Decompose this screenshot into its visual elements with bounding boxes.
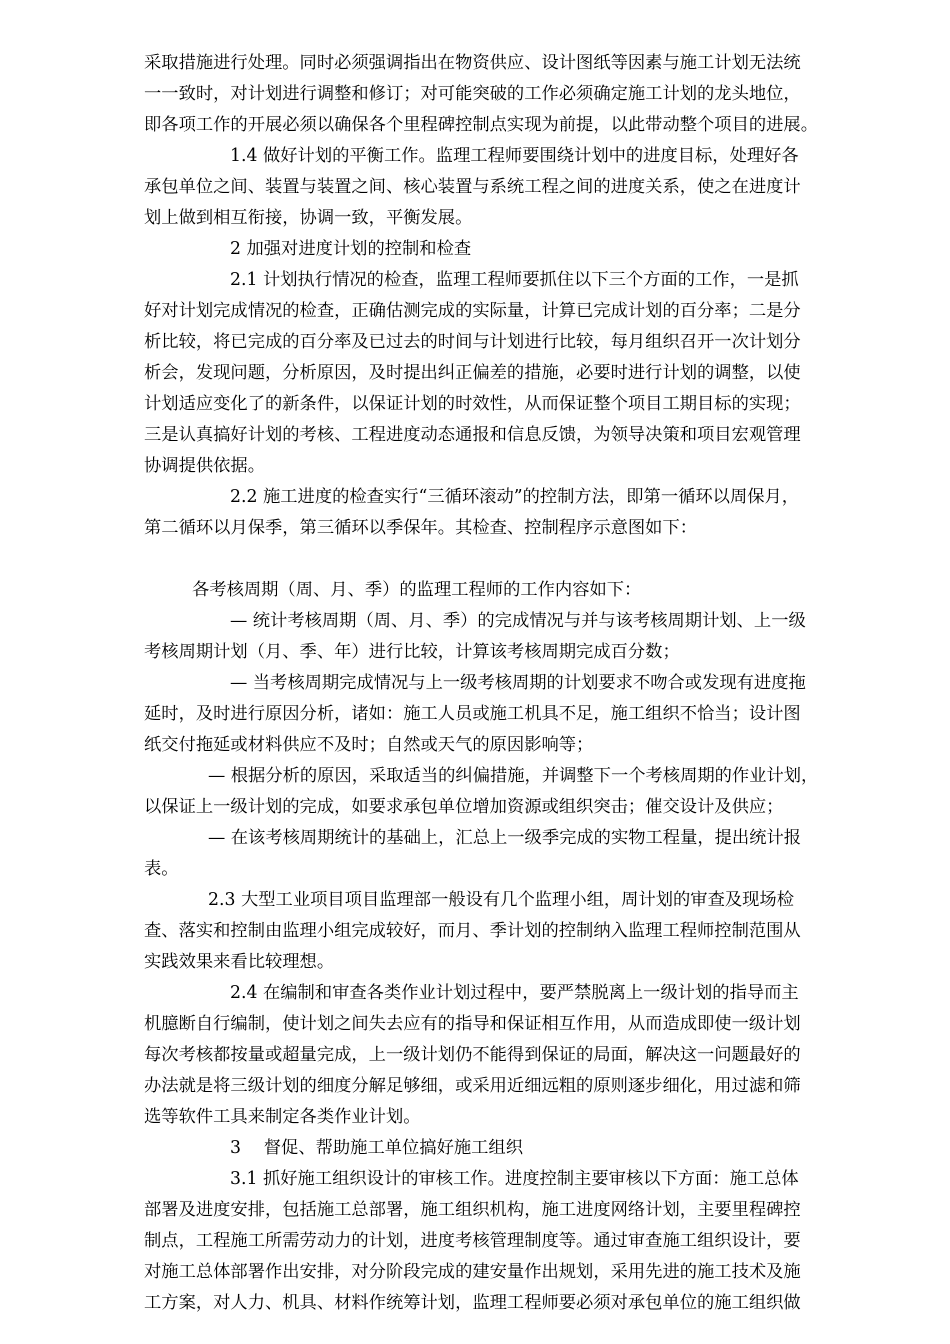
text-line: 划上做到相互衔接，协调一致，平衡发展。	[144, 208, 473, 228]
section-heading: 2 加强对进度计划的控制和检查	[230, 239, 472, 259]
text-line: 2.1 计划执行情况的检查，监理工程师要抓住以下三个方面的工作，一是抓	[230, 270, 799, 290]
text-line: 对施工总体部署作出安排，对分阶段完成的建安量作出规划，采用先进的施工技术及施	[144, 1262, 801, 1282]
text-line: 部署及进度安排，包括施工总部署，施工组织机构，施工进度网络计划，主要里程碑控	[144, 1200, 801, 1220]
text-line: 一一致时，对计划进行调整和修订；对可能突破的工作必须确定施工计划的龙头地位，	[144, 84, 801, 104]
text-line: 表。	[144, 859, 179, 879]
text-line: 2.2 施工进度的检查实行“三循环滚动”的控制方法，即第一循环以周保月，	[230, 487, 800, 507]
text-line: 3.1 抓好施工组织设计的审核工作。进度控制主要审核以下方面：施工总体	[230, 1169, 799, 1189]
list-item: — 统计考核周期（周、月、季）的完成情况与并与该考核周期计划、上一级	[230, 611, 806, 631]
text-line: 各考核周期（周、月、季）的监理工程师的工作内容如下：	[192, 580, 642, 600]
text-line: 工方案，对人力、机具、材料作统筹计划，监理工程师要必须对承包单位的施工组织做	[144, 1293, 801, 1313]
text-line: 2.4 在编制和审查各类作业计划过程中，要严禁脱离上一级计划的指导而主	[230, 983, 799, 1003]
text-line: 每次考核都按量或超量完成，上一级计划仍不能得到保证的局面，解决这一问题最好的	[144, 1045, 801, 1065]
list-item: — 在该考核周期统计的基础上，汇总上一级季完成的实物工程量，提出统计报	[208, 828, 802, 848]
text-line: 选等软件工具来制定各类作业计划。	[144, 1107, 421, 1127]
text-line: 析会，发现问题，分析原因，及时提出纠正偏差的措施，必要时进行计划的调整，以使	[144, 363, 801, 383]
text-line: 采取措施进行处理。同时必须强调指出在物资供应、设计图纸等因素与施工计划无法统	[144, 53, 801, 73]
text-line: 1.4 做好计划的平衡工作。监理工程师要围绕计划中的进度目标，处理好各	[230, 146, 799, 166]
text-line: 2.3 大型工业项目项目监理部一般设有几个监理小组，周计划的审查及现场检	[208, 890, 794, 910]
text-line: 制点，工程施工所需劳动力的计划，进度考核管理制度等。通过审查施工组织设计，要	[144, 1231, 801, 1251]
text-line: 承包单位之间、装置与装置之间、核心装置与系统工程之间的进度关系，使之在进度计	[144, 177, 801, 197]
section-heading: 3 督促、帮助施工单位搞好施工组织	[230, 1138, 523, 1158]
list-item: — 根据分析的原因，采取适当的纠偏措施，并调整下一个考核周期的作业计划，	[208, 766, 819, 786]
text-line: 以保证上一级计划的完成，如要求承包单位增加资源或组织突击；催交设计及供应；	[144, 797, 784, 817]
text-line: 第二循环以月保季，第三循环以季保年。其检查、控制程序示意图如下：	[144, 518, 698, 538]
text-line: 协调提供依据。	[144, 456, 265, 476]
text-line: 即各项工作的开展必须以确保各个里程碑控制点实现为前提，以此带动整个项目的进展。	[144, 115, 818, 135]
text-line: 机臆断自行编制，使计划之间失去应有的指导和保证相互作用，从而造成即使一级计划	[144, 1014, 801, 1034]
text-line: 三是认真搞好计划的考核、工程进度动态通报和信息反馈，为领导决策和项目宏观管理	[144, 425, 801, 445]
text-line: 好对计划完成情况的检查，正确估测完成的实际量，计算已完成计划的百分率；二是分	[144, 301, 801, 321]
list-item: — 当考核周期完成情况与上一级考核周期的计划要求不吻合或发现有进度拖	[230, 673, 806, 693]
text-line: 查、落实和控制由监理小组完成较好，而月、季计划的控制纳入监理工程师控制范围从	[144, 921, 801, 941]
text-line: 析比较，将已完成的百分率及已过去的时间与计划进行比较，每月组织召开一次计划分	[144, 332, 801, 352]
text-line: 纸交付拖延或材料供应不及时；自然或天气的原因影响等；	[144, 735, 594, 755]
text-line: 办法就是将三级计划的细度分解足够细，或采用近细远粗的原则逐步细化，用过滤和筛	[144, 1076, 801, 1096]
text-line: 考核周期计划（月、季、年）进行比较，计算该考核周期完成百分数；	[144, 642, 680, 662]
text-line: 延时，及时进行原因分析，诸如：施工人员或施工机具不足，施工组织不恰当；设计图	[144, 704, 801, 724]
text-line: 实践效果来看比较理想。	[144, 952, 335, 972]
text-line: 计划适应变化了的新条件，以保证计划的时效性，从而保证整个项目工期目标的实现；	[144, 394, 801, 414]
